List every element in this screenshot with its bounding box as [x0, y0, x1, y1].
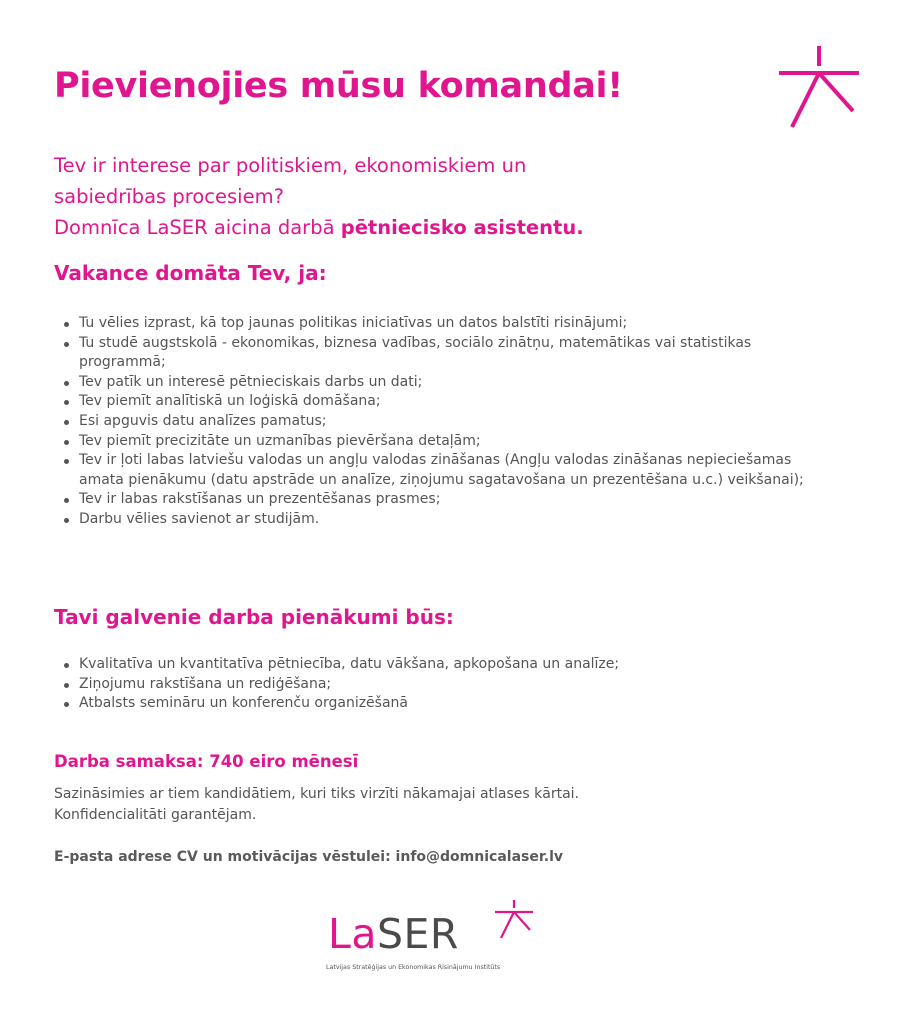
logo-wordmark	[328, 910, 459, 958]
intro-line-1: Tev ir interese par politiskiem, ekonomiskiem un	[54, 154, 527, 177]
list-item: Ziņojumu rakstīšana un rediģēšana;	[62, 675, 822, 695]
list-item: Tev patīk un interesē pētnieciskais darbs un dati;	[62, 373, 822, 393]
logo-wordmark-ser: SER	[376, 910, 459, 958]
salary-note-line-2: Konfidencialitāti garantējam.	[54, 807, 257, 823]
requirements-heading: Vakance domāta Tev, ja:	[54, 261, 327, 285]
laser-logo	[320, 898, 550, 988]
list-item: Tev piemīt precizitāte un uzmanības pievēršana detaļām;	[62, 432, 822, 452]
salary-note	[54, 784, 814, 826]
list-item: Atbalsts semināru un konferenču organizēšanā	[62, 694, 822, 714]
salary-heading: Darba samaksa: 740 eiro mēnesī	[54, 752, 359, 771]
intro-text	[54, 150, 694, 243]
contact-text: E-pasta adrese CV un motivācijas vēstulei: info@domnicalaser.lv	[54, 849, 563, 865]
salary-note-line-1: Sazināsimies ar tiem kandidātiem, kuri tiks virzīti nākamajai atlases kārtai.	[54, 786, 580, 802]
list-item: Tu studē augstskolā - ekonomikas, biznesa vadības, sociālo zinātņu, matemātikas vai statistikas programmā;	[62, 334, 779, 373]
logo-wordmark-la: La	[328, 910, 377, 958]
list-item: Tev ir labas rakstīšanas un prezentēšanas prasmes;	[62, 490, 822, 510]
duties-heading: Tavi galvenie darba pienākumi būs:	[54, 605, 454, 629]
list-item: Kvalitatīva un kvantitatīva pētniecība, datu vākšana, apkopošana un analīze;	[62, 655, 822, 675]
logo-mark-icon	[492, 898, 536, 942]
intro-line-3-bold: pētniecisko asistentu.	[340, 216, 584, 239]
laser-mark-icon	[776, 46, 862, 130]
list-item: Darbu vēlies savienot ar studijām.	[62, 510, 822, 530]
logo-subtitle: Latvijas Stratēģijas un Ekonomikas Risinājumu Institūts	[326, 964, 501, 971]
intro-line-3-prefix: Domnīca LaSER aicina darbā	[54, 216, 341, 239]
list-item: Tev ir ļoti labas latviešu valodas un angļu valodas zināšanas (Angļu valodas zināšanas nepieciešamas amata pienākumu (datu apstrāde un analīze, ziņojumu sagatavošana un prezentēšana u.c.) veikšanai);	[62, 451, 822, 490]
intro-line-2: sabiedrības procesiem?	[54, 185, 284, 208]
list-item: Tev piemīt analītiskā un loģiskā domāšana;	[62, 392, 822, 412]
list-item: Esi apguvis datu analīzes pamatus;	[62, 412, 822, 432]
duties-list	[62, 655, 822, 714]
page-title: Pievienojies mūsu komandai!	[54, 66, 623, 106]
list-item: Tu vēlies izprast, kā top jaunas politikas iniciatīvas un datos balstīti risinājumi;	[62, 314, 822, 334]
requirements-list	[62, 314, 822, 530]
